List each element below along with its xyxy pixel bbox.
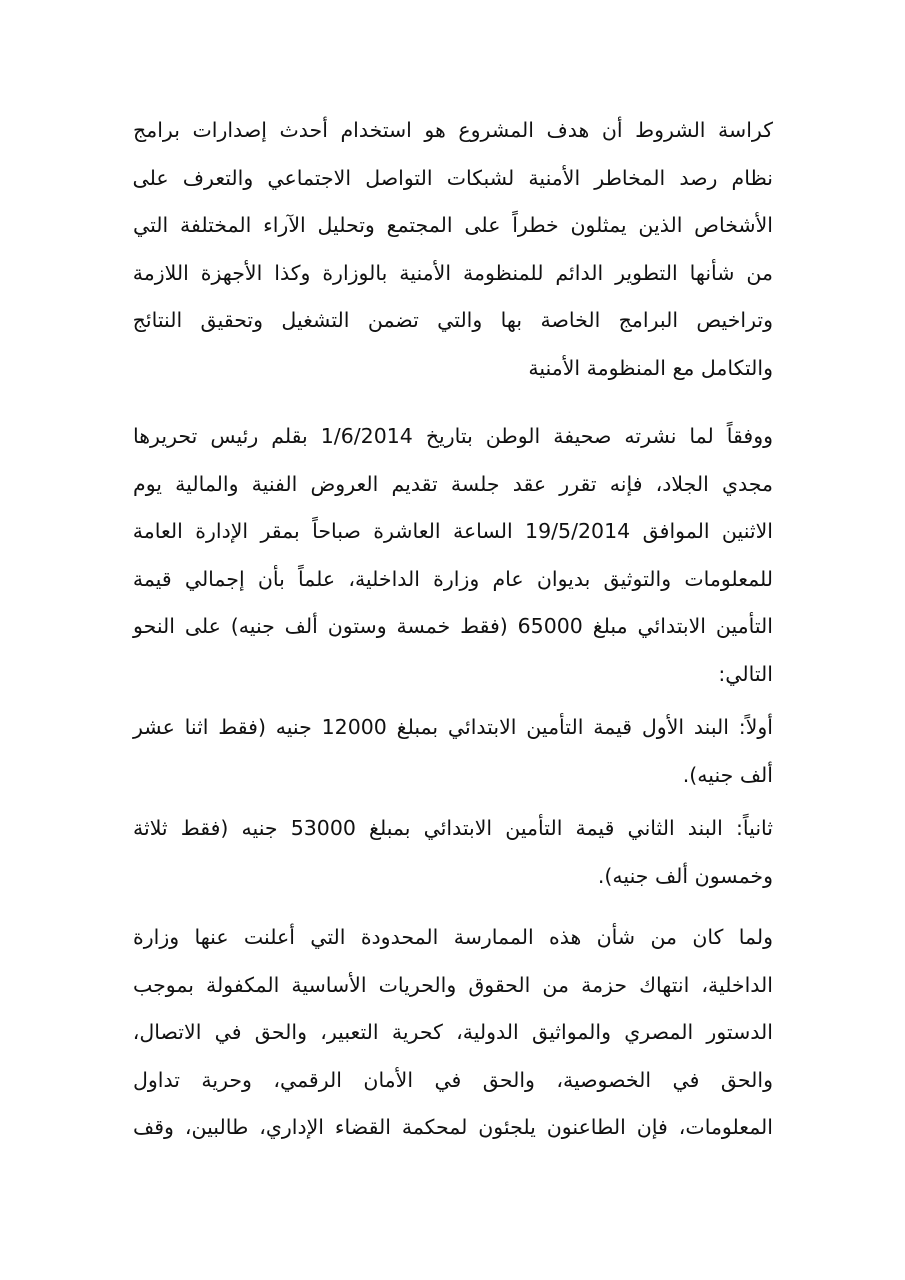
text-line: للمعلومات والتوثيق بديوان عام وزارة الداخلية، علماً بأن إجمالي قيمة [132,566,773,591]
document-body [133,107,773,1152]
text-line: والحق في الخصوصية، والحق في الأمان الرقمي، وحرية تداول [133,1067,773,1092]
text-line: الدستور المصري والمواثيق الدولية، كحرية التعبير، والحق في الاتصال، [132,1020,773,1044]
paragraph-item-first [133,704,773,799]
paragraph-rights-violation [133,914,773,1152]
paragraph-spacer [133,900,773,914]
text-line: الداخلية، انتهاك حزمة من الحقوق والحريات الأساسية المكفولة بموجب [133,972,773,997]
text-line: مجدي الجلاد، فإنه تقرر عقد جلسة تقديم العروض الفنية والمالية يوم [133,471,773,496]
text-line: وتراخيص البرامج الخاصة بها والتي تضمن التشغيل وتحقيق النتائج [132,308,773,332]
text-line: المعلومات، فإن الطاعنون يلجئون لمحكمة القضاء الإداري، طالبين، وقف [133,1115,773,1139]
text-line: الاثنين الموافق 19/5/2014 الساعة العاشرة صباحاً بمقر الإدارة العامة [132,519,773,543]
text-line: ولما كان من شأن هذه الممارسة المحدودة التي أعلنت عنها وزارة [133,925,773,949]
text-line: ثانياً: البند الثاني قيمة التأمين الابتدائي بمبلغ 53000 جنيه (فقط ثلاثة [133,816,773,840]
text-line: التالي: [718,661,773,686]
text-line: أولاً: البند الأول قيمة التأمين الابتدائي بمبلغ 12000 جنيه (فقط اثنا عشر [133,715,773,739]
paragraph-item-second [133,805,773,900]
text-line: نظام رصد المخاطر الأمنية لشبكات التواصل الاجتماعي والتعرف على [132,165,773,190]
paragraph-project-goal [133,107,773,392]
paragraph-spacer [133,392,773,413]
text-line: ألف جنيه). [682,762,773,787]
text-line: والتكامل مع المنظومة الأمنية [528,355,773,380]
text-line: الأشخاص الذين يمثلون خطراً على المجتمع وتحليل الآراء المختلفة التي [133,213,773,237]
text-line: التأمين الابتدائي مبلغ 65000 (فقط خمسة وستون ألف جنيه) على النحو [133,614,773,638]
paragraph-session-details [133,413,773,698]
text-line: كراسة الشروط أن هدف المشروع هو استخدام أحدث إصدارات برامج [133,118,773,142]
text-line: من شأنها التطوير الدائم للمنظومة الأمنية بالوزارة وكذا الأجهزة اللازمة [132,260,773,285]
text-line: ووفقاً لما نشرته صحيفة الوطن بتاريخ 1/6/2014 بقلم رئيس تحريرها [133,424,773,448]
text-line: وخمسون ألف جنيه). [597,863,773,888]
